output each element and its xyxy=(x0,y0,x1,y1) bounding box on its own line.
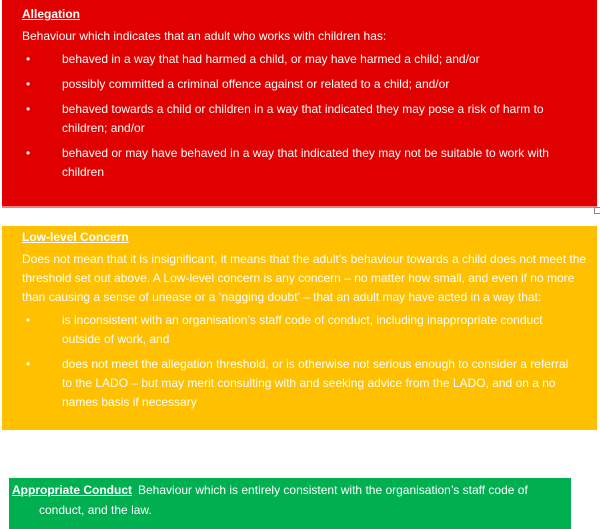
low-level-heading: Low-level Concern xyxy=(22,230,129,244)
list-item-text: behaved towards a child or children in a way that indicated they may pose a risk of harm to children; and/or xyxy=(62,102,544,135)
list-item xyxy=(22,75,597,94)
bullet-icon: • xyxy=(26,102,31,116)
low-level-list xyxy=(22,311,591,412)
list-item-text: behaved in a way that had harmed a child, or may have harmed a child; and/or xyxy=(62,52,480,66)
appropriate-conduct-section xyxy=(9,478,571,529)
bullet-icon: • xyxy=(26,146,31,160)
list-item xyxy=(22,311,591,349)
bullet-icon: • xyxy=(26,77,31,91)
list-item-text: is inconsistent with an organisation’s staff code of conduct, including inappropriate conduct outside of work, and xyxy=(62,313,543,346)
appropriate-text: Behaviour which is entirely consistent with the organisation’s staff code of xyxy=(138,483,528,497)
list-item-text: behaved or may have behaved in a way that indicated they may not be suitable to work with children xyxy=(62,146,549,179)
allegation-heading: Allegation xyxy=(22,7,81,21)
list-item-text: does not meet the allegation threshold, or is otherwise not serious enough to consider a referral to the LADO – but may merit consulting with and seeking advice from the LADO, and on a no names basis if necessary xyxy=(62,357,569,409)
low-level-concern-section xyxy=(2,226,597,430)
allegation-list xyxy=(22,50,597,182)
list-item xyxy=(22,100,597,138)
bullet-icon: • xyxy=(26,313,31,327)
list-item-text: possibly committed a criminal offence against or related to a child; and/or xyxy=(62,77,450,91)
bullet-icon: • xyxy=(26,357,31,371)
list-item xyxy=(22,50,597,69)
resize-handle[interactable] xyxy=(594,207,600,214)
allegation-intro: Behaviour which indicates that an adult who works with children has: xyxy=(22,29,387,43)
list-item xyxy=(22,144,597,182)
appropriate-heading: Appropriate Conduct xyxy=(12,483,132,497)
appropriate-text-cont: conduct, and the law. xyxy=(39,503,152,517)
list-item xyxy=(22,355,591,412)
bullet-icon: • xyxy=(26,52,31,66)
allegation-section xyxy=(2,0,597,208)
low-level-intro: Does not mean that it is insignificant, it means that the adult’s behaviour towards a child does not meet the threshold set out above. A Low-level concern is any concern – no matter how small, and even if no more than causing a sense of unease or a ‘nagging doubt’ – that an adult may have acted in a way that: xyxy=(22,252,587,304)
